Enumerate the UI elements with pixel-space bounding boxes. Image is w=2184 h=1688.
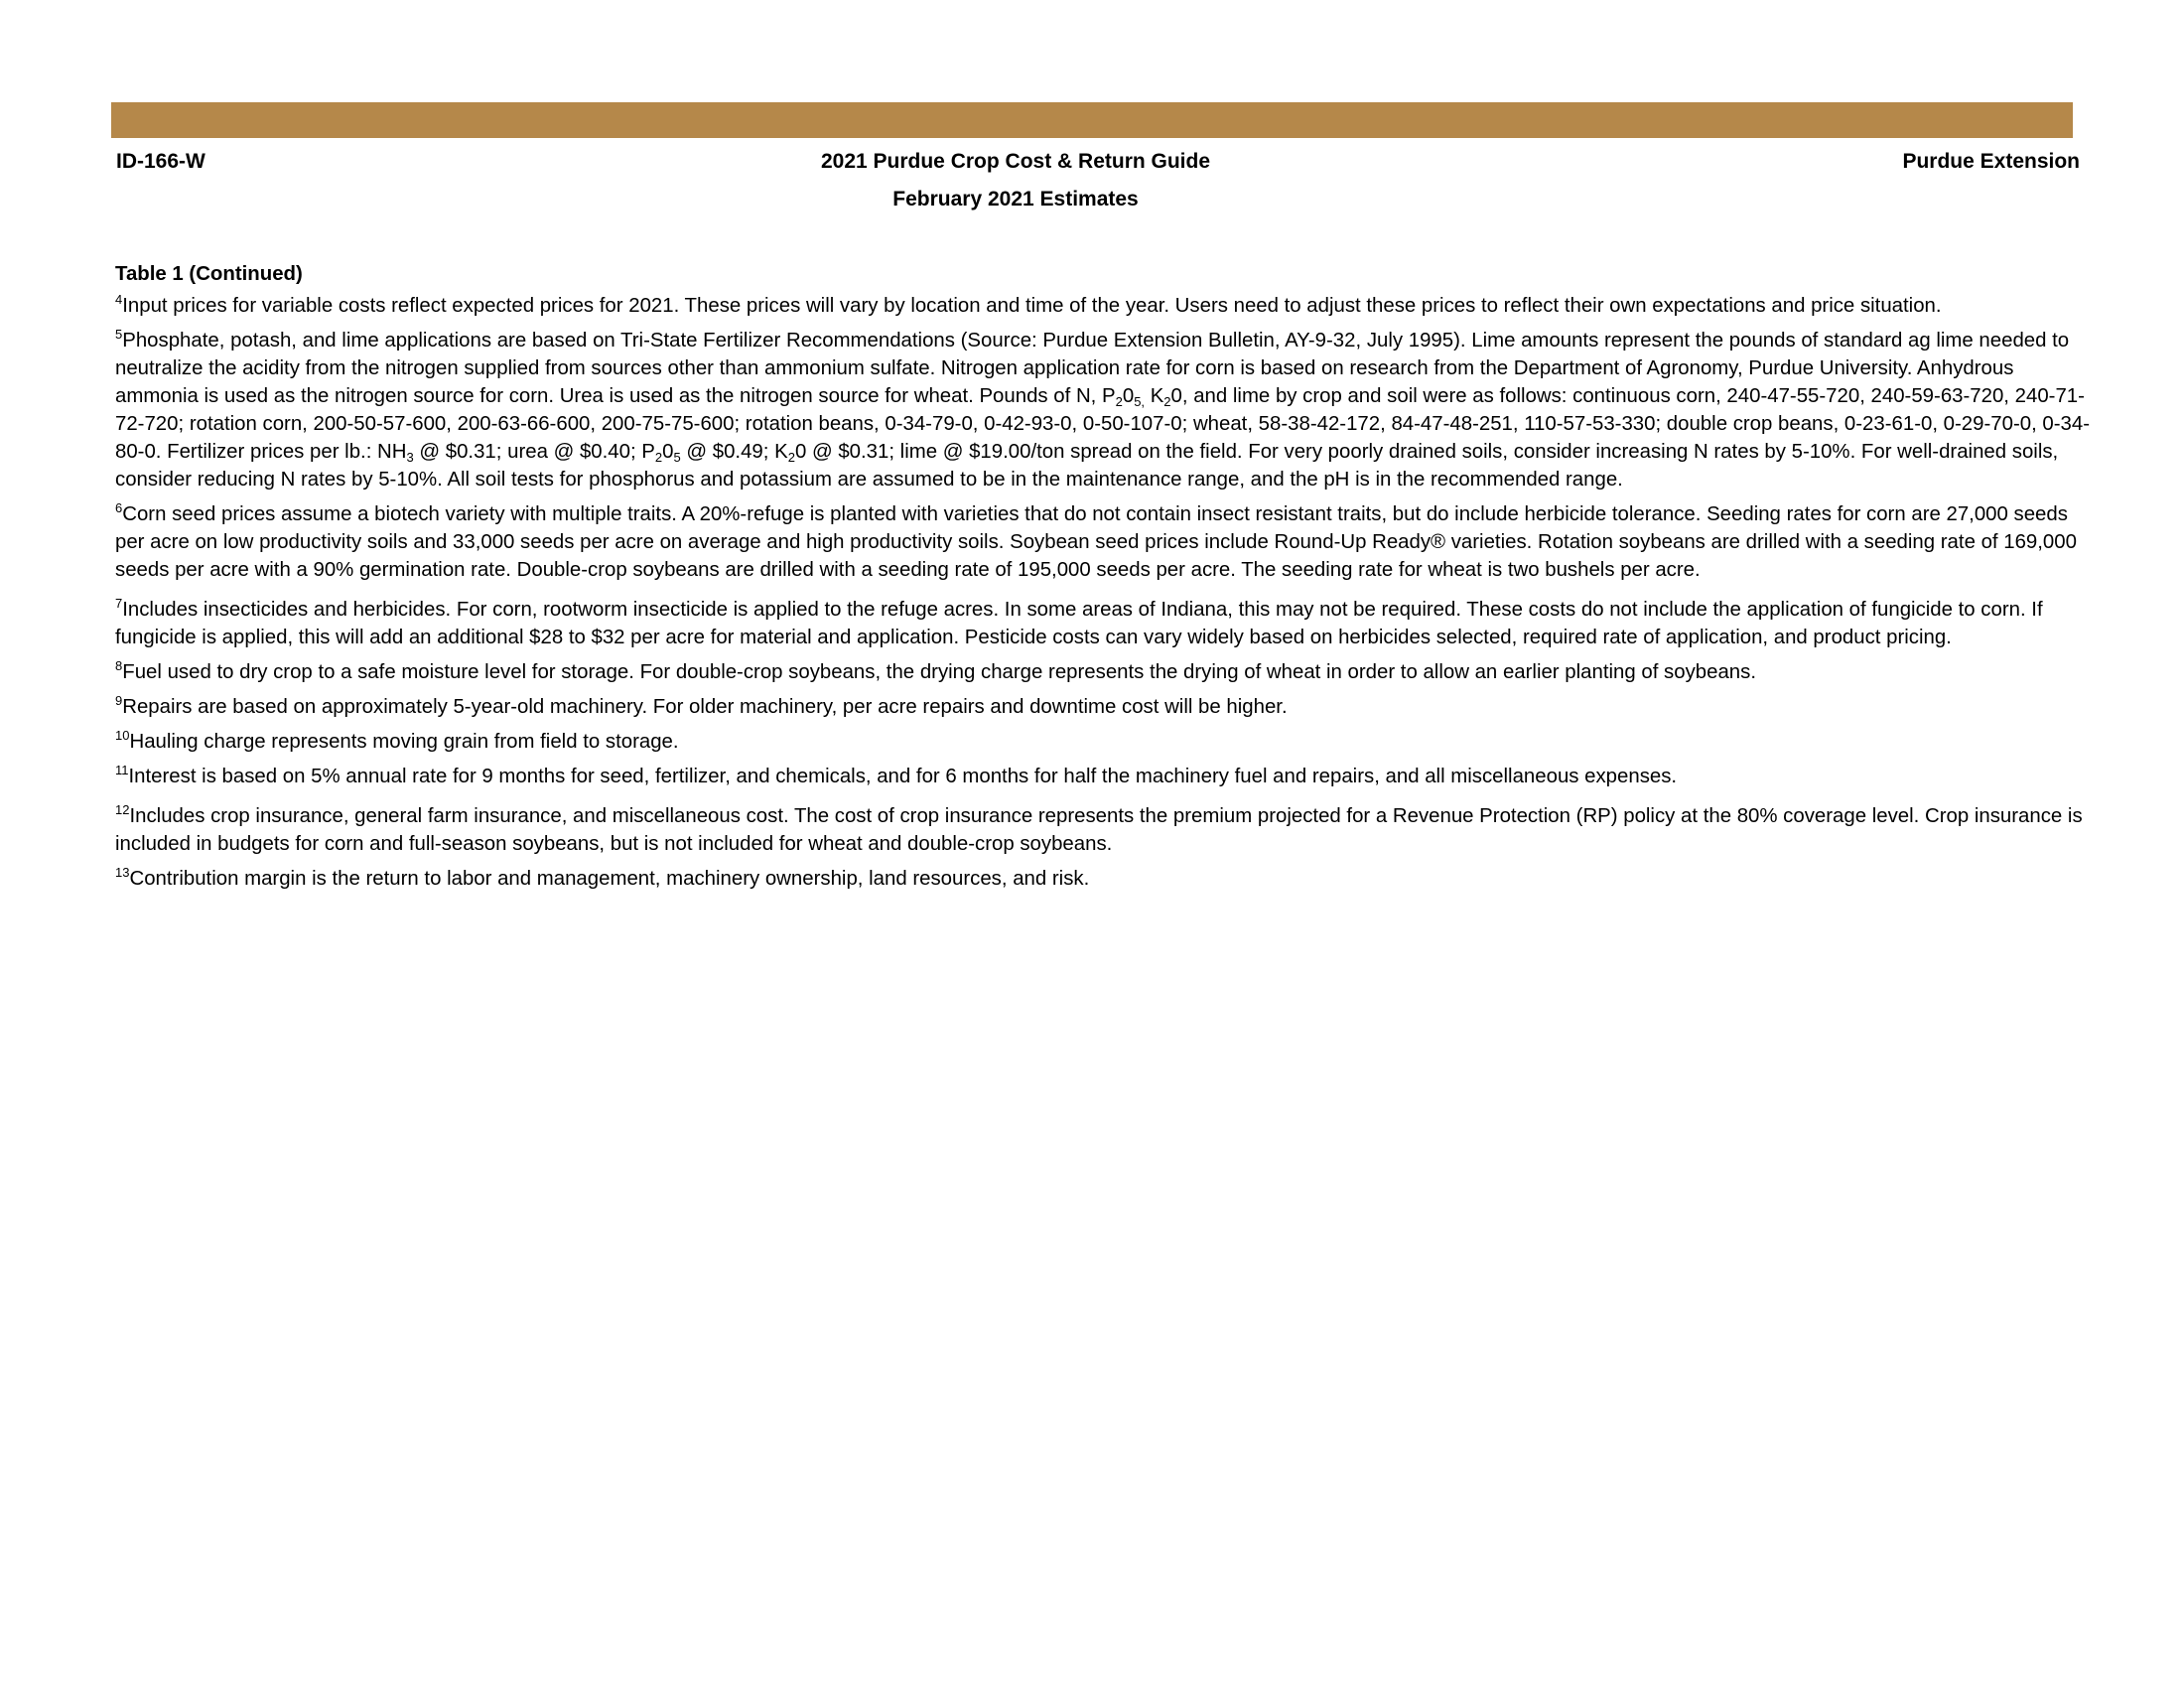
footnote-marker: 5 xyxy=(115,327,123,342)
footnote-12 xyxy=(115,802,2096,858)
footnote-text-part: @ $0.31; urea @ $0.40; P xyxy=(413,441,655,463)
footnote-text: Fuel used to dry crop to a safe moisture level for storage. For double-crop soybeans, the drying charge represents the drying of wheat in order to allow an earlier planting of soybeans. xyxy=(122,661,1756,683)
footnote-13 xyxy=(115,865,2096,893)
publisher-name: Purdue Extension xyxy=(1902,150,2080,173)
subscript: 5 xyxy=(673,450,681,465)
footnote-text-part: 0 xyxy=(1122,385,1135,407)
document-id: ID-166-W xyxy=(116,150,205,173)
footnote-text-part: Phosphate, potash, and lime applications are based on Tri-State Fertilizer Recommendations (Source: Purdue Extension Bulletin, AY-9-32, July 1995). Lime amounts represent the pounds of standard ag lime needed to neutralize the acidity from the nitrogen supplied from sources other than ammonium sulfate. Nitrogen application rate for corn is based on research from the Department of Agronomy, Purdue University. Anhydrous ammonia is used as the nitrogen source for corn. Urea is used as the nitrogen source for wheat. Pounds of N, P xyxy=(115,330,2070,407)
footnote-text: Corn seed prices assume a biotech variety with multiple traits. A 20%-refuge is planted with varieties that do not contain insect resistant traits, but do include herbicide tolerance. Seeding rates for corn are 27,000 seeds per acre on low productivity soils and 33,000 seeds per acre on average and high productivity soils. Soybean seed prices include Round-Up Ready® varieties. Rotation soybeans are drilled with a seeding rate of 169,000 seeds per acre with a 90% germination rate. Double-crop soybeans are drilled with a seeding rate of 195,000 seeds per acre. The seeding rate for wheat is two bushels per acre. xyxy=(115,503,2077,581)
footnote-text-part: 0, and lime by crop and soil were as follows: continuous corn, 240-47-55-720, 240-59-63-720, 240-71-72-720; rotation corn, 200-50-57-600, 200-63-66-600, 200-75-75-600; rotation beans, 0-34-79-0, 0-42-93-0, 0-50-107-0; wheat, 58-38-42-172, 84-47-48-251, 110-57-53-330; double crop beans, 0-23-61-0, 0-29-70-0, 0-34-80-0. Fertilizer prices per lb.: NH xyxy=(115,385,2091,463)
footnote-marker: 6 xyxy=(115,500,123,515)
footnote-marker: 9 xyxy=(115,693,123,708)
subscript: 3 xyxy=(406,450,414,465)
footnote-4 xyxy=(115,292,2096,320)
footnote-marker: 12 xyxy=(115,802,130,817)
footnote-7 xyxy=(115,596,2096,651)
footnote-9 xyxy=(115,693,2096,721)
footnote-marker: 10 xyxy=(115,728,130,743)
document-subtitle: February 2021 Estimates xyxy=(892,188,1139,211)
footnote-text-part: K xyxy=(1145,385,1164,407)
subscript: 2 xyxy=(1163,394,1171,409)
footnote-marker: 7 xyxy=(115,596,123,611)
footnote-marker: 4 xyxy=(115,292,123,307)
subscript: 2 xyxy=(1115,394,1123,409)
footnote-text: Hauling charge represents moving grain from field to storage. xyxy=(129,731,679,753)
footnote-text: Input prices for variable costs reflect expected prices for 2021. These prices will vary by location and time of the year. Users need to adjust these prices to reflect their own expectations and price situation. xyxy=(122,295,1942,317)
footnote-text: Interest is based on 5% annual rate for 9 months for seed, fertilizer, and chemicals, and for 6 months for half the machinery fuel and repairs, and all miscellaneous expenses. xyxy=(128,766,1678,787)
footnote-6 xyxy=(115,500,2096,584)
footnote-text: Includes insecticides and herbicides. For corn, rootworm insecticide is applied to the refuge acres. In some areas of Indiana, this may not be required. These costs do not include the application of fungicide to corn. If fungicide is applied, this will add an additional $28 to $32 per acre for material and application. Pesticide costs can vary widely based on herbicides selected, required rate of application, and product pricing. xyxy=(115,599,2043,648)
footnote-text-part: 0 xyxy=(662,441,674,463)
footnote-8 xyxy=(115,658,2096,686)
footnote-marker: 8 xyxy=(115,658,123,673)
footnote-text-part: @ $0.49; K xyxy=(680,441,788,463)
subscript: 2 xyxy=(787,450,795,465)
footnotes-section xyxy=(115,260,2096,900)
header-color-band xyxy=(111,102,2073,138)
subscript: 2 xyxy=(654,450,663,465)
footnote-text-part: 0 @ $0.31; lime @ $19.00/ton spread on the field. For very poorly drained soils, consider increasing N rates by 5-10%. For well-drained soils, consider reducing N rates by 5-10%. All soil tests for phosphorus and potassium are assumed to be in the maintenance range, and the pH is in the recommended range. xyxy=(115,441,2059,491)
footnote-text: Repairs are based on approximately 5-year-old machinery. For older machinery, per acre repairs and downtime cost will be higher. xyxy=(122,696,1288,718)
table-title: Table 1 (Continued) xyxy=(115,263,303,285)
footnote-text: Contribution margin is the return to labor and management, machinery ownership, land resources, and risk. xyxy=(129,868,1090,890)
footnote-text: Includes crop insurance, general farm insurance, and miscellaneous cost. The cost of crop insurance represents the premium projected for a Revenue Protection (RP) policy at the 80% coverage level. Crop insurance is included in budgets for corn and full-season soybeans, but is not included for wheat and double-crop soybeans. xyxy=(115,805,2083,855)
footnote-11 xyxy=(115,763,2096,790)
footnote-5 xyxy=(115,327,2096,493)
footnote-10 xyxy=(115,728,2096,756)
footnote-marker: 13 xyxy=(115,865,130,880)
document-title: 2021 Purdue Crop Cost & Return Guide xyxy=(820,150,1211,173)
footnote-marker: 11 xyxy=(115,763,129,777)
subscript: 5, xyxy=(1134,394,1146,409)
